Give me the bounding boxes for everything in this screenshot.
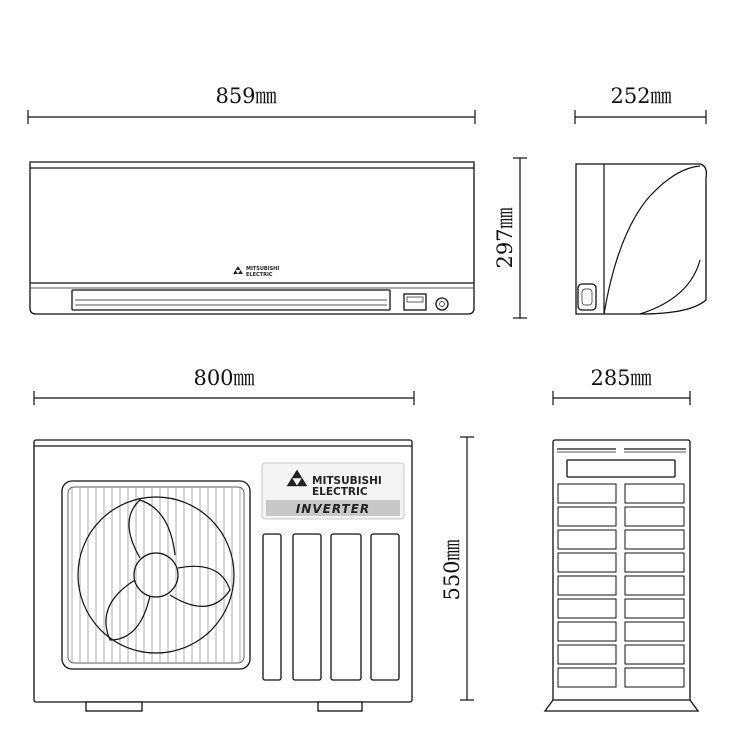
- outdoor-unit-side-view: [545, 366, 698, 711]
- brand-line2: ELECTRIC: [312, 486, 368, 498]
- svg-text:MITSUBISHI: MITSUBISHI: [246, 266, 280, 272]
- indoor-width-dimension: [28, 84, 475, 124]
- outdoor-depth-dimension: [553, 366, 690, 405]
- outdoor-brand-panel: [262, 463, 404, 519]
- outdoor-width-label: 800㎜: [193, 366, 255, 390]
- indoor-unit-front-view: [28, 84, 527, 318]
- indoor-height-dimension: [493, 158, 527, 318]
- indoor-width-label: 859㎜: [215, 84, 277, 108]
- indoor-depth-label: 252㎜: [610, 84, 672, 108]
- indoor-height-label: 297㎜: [493, 207, 517, 269]
- brand-line1: MITSUBISHI: [312, 475, 382, 487]
- inverter-badge: INVERTER: [295, 502, 371, 516]
- outdoor-width-dimension: [34, 366, 414, 405]
- svg-text:ELECTRIC: ELECTRIC: [246, 272, 273, 278]
- outdoor-height-dimension: [440, 437, 474, 700]
- indoor-unit-side-view: [575, 84, 706, 314]
- outdoor-height-label: 550㎜: [440, 539, 464, 601]
- outdoor-depth-label: 285㎜: [590, 366, 652, 390]
- outdoor-unit-front-view: [34, 366, 474, 711]
- fan-grille: [62, 481, 250, 669]
- indoor-depth-dimension: [575, 84, 706, 124]
